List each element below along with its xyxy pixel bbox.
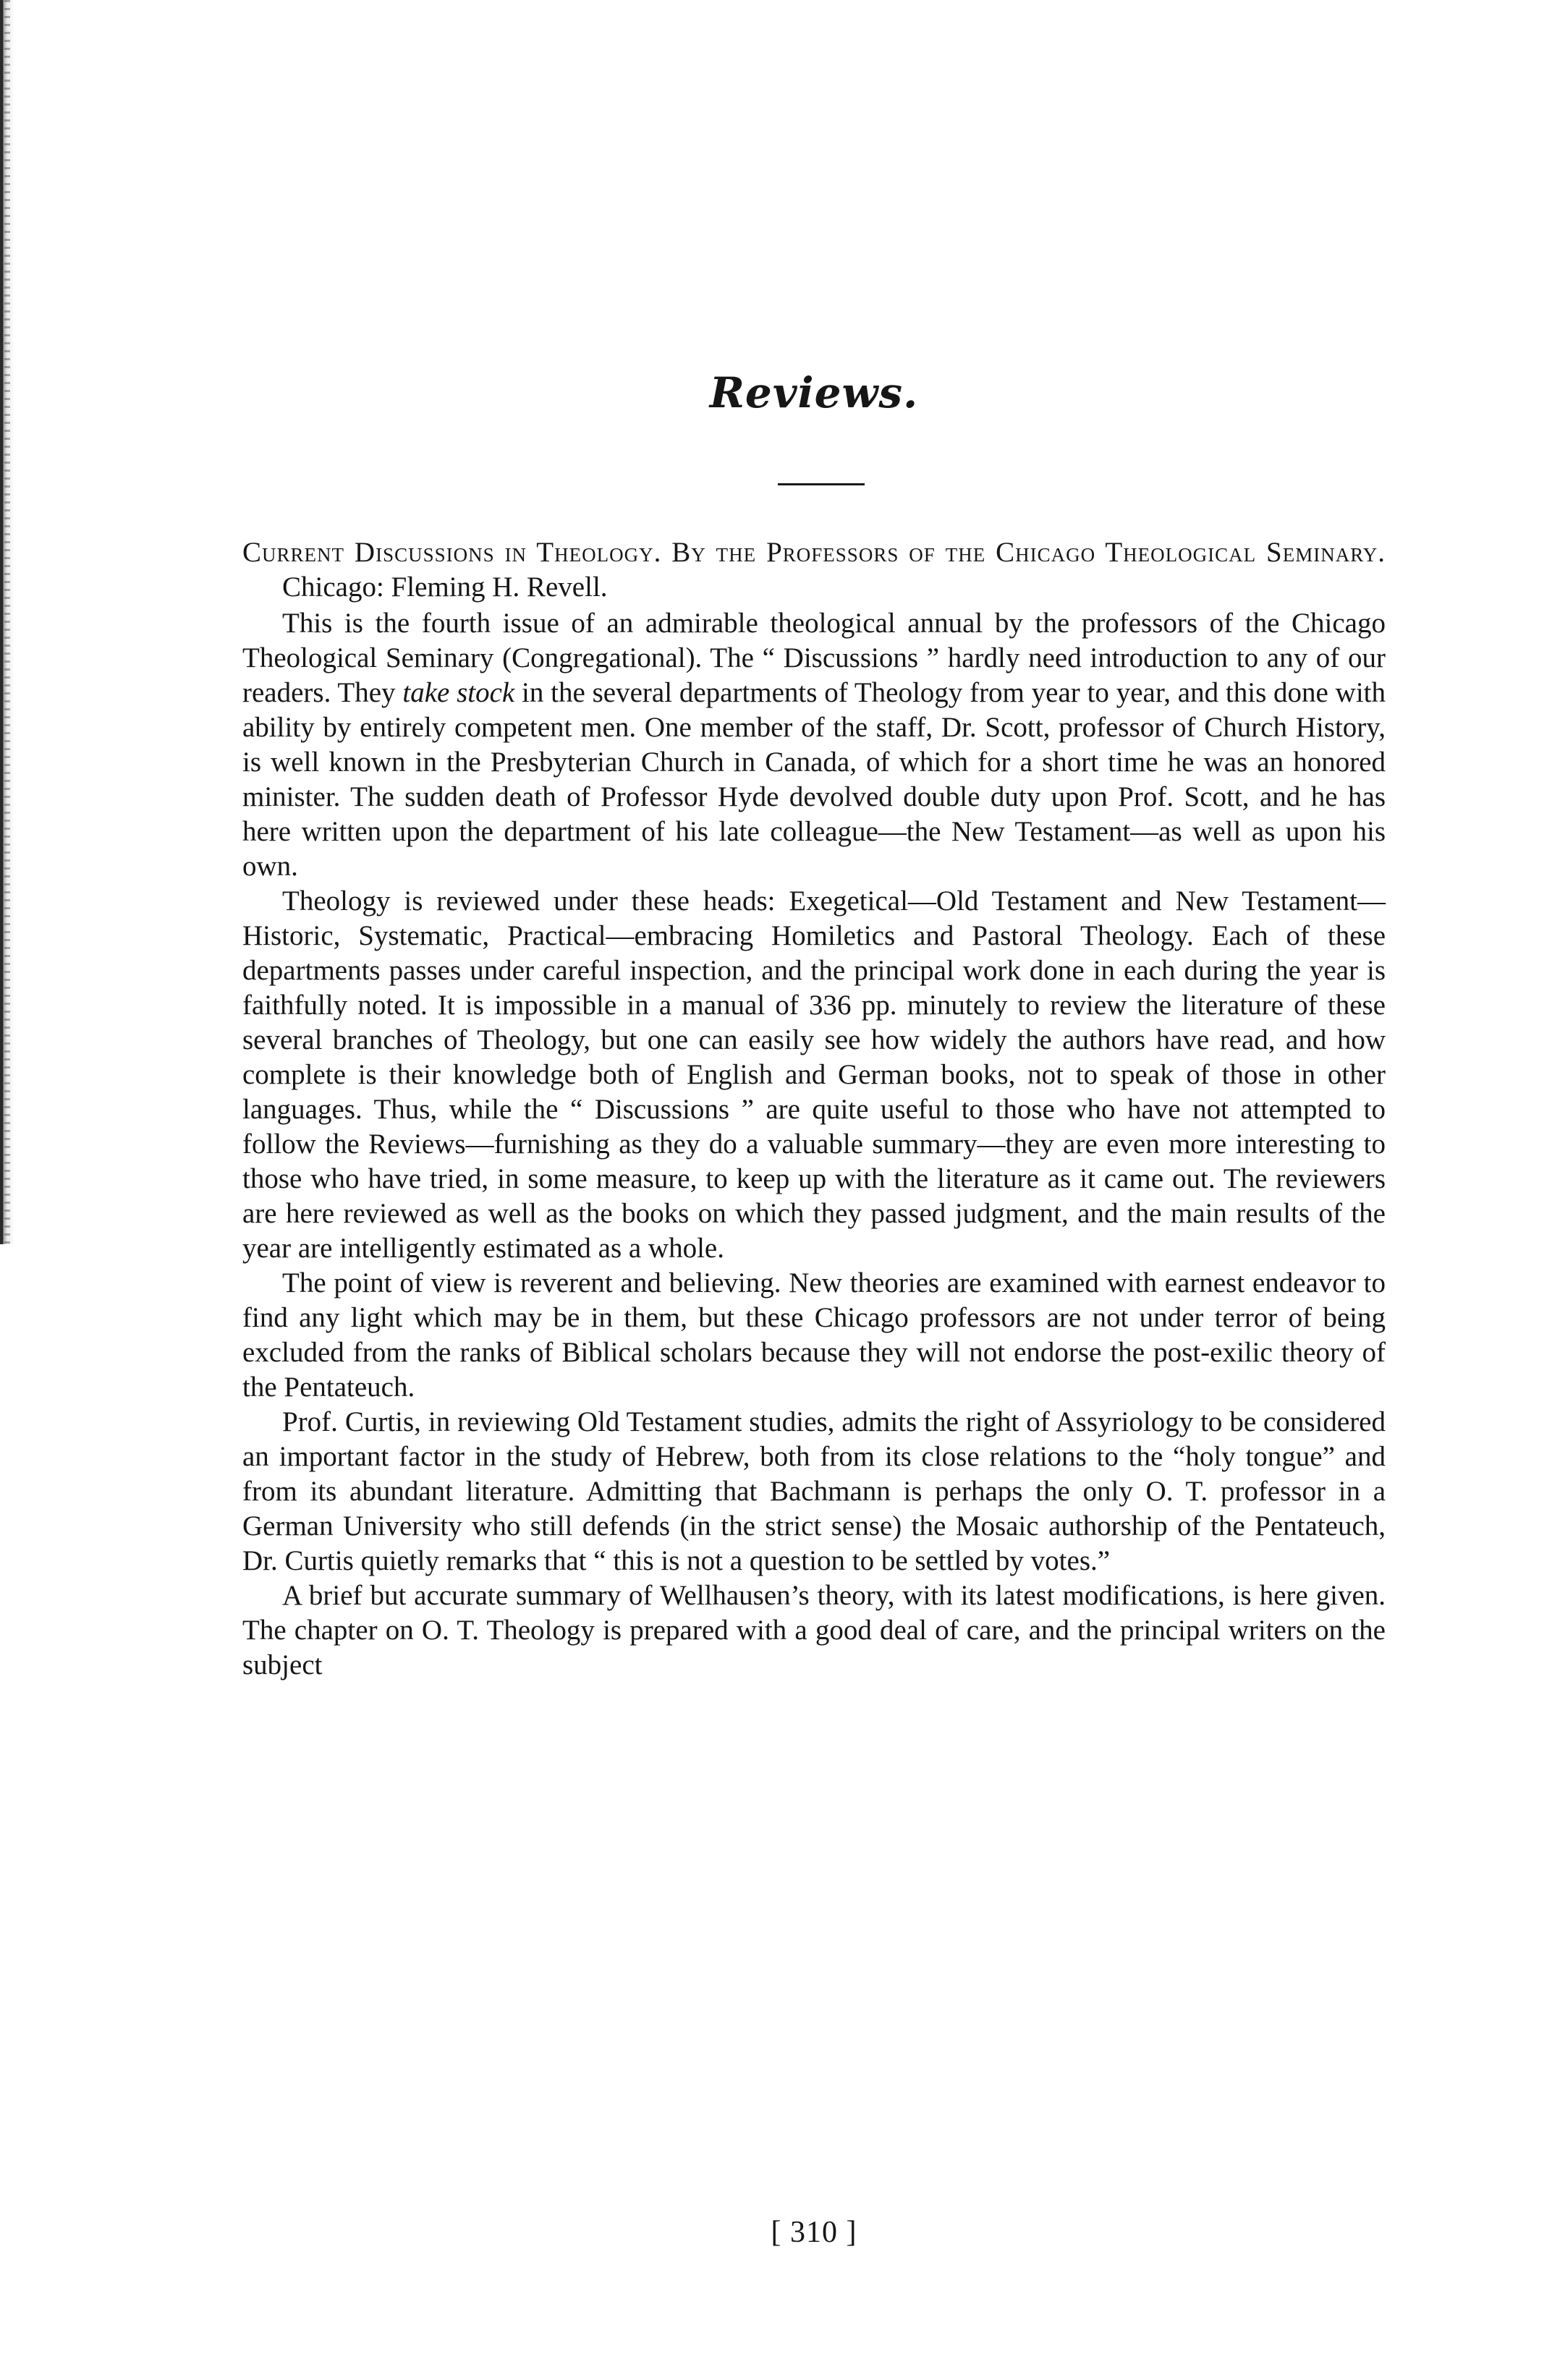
- section-title: Reviews.: [709, 368, 919, 417]
- paragraph-1-after: in the several departments of Theology from year to year, and this done with ability by entirely competent men. One member of the staff, Dr. Scott, professor of Church History, is well known in the Presbyterian Church in Canada, of which for a short time he was an honored minister. The sudden death of Professor Hyde devolved double duty upon Prof. Scott, and he has here written upon the department of his late colleague—the New Testament—as well as upon his own.: [242, 677, 1386, 882]
- review-heading-title: Current Discussions in Theology. By the Professors of the Chicago Theological Seminary.: [242, 537, 1386, 568]
- paragraph-1: [242, 606, 1386, 884]
- paragraph-1-before: This is the fourth issue of an admirable theological annual by the professors of the Chicago Theological Seminary (Congregational). The “ Discussions ” hardly need introduction to any of our readers. They: [242, 608, 1386, 708]
- page-number: [ 310 ]: [771, 2216, 857, 2249]
- review-body: [242, 535, 1386, 1683]
- paragraph-1-emphasis: take stock: [402, 677, 515, 708]
- review-heading: [242, 535, 1386, 605]
- paragraph-5: A brief but accurate summary of Wellhausen’s theory, with its latest modifications, is here given. The chapter on O. T. Theology is prepared with a good deal of care, and the principal writers on the subject: [242, 1580, 1386, 1680]
- paragraph-2: Theology is reviewed under these heads: Exegetical—Old Testament and New Testament—Historic, Systematic, Practical—embracing Homiletics and Pastoral Theology. Each of these departments passes under careful inspection, and the principal work done in each during the year is faithfully noted. It is impossible in a manual of 336 pp. minutely to review the literature of these several branches of Theology, but one can easily see how widely the authors have read, and how complete is their knowledge both of English and German books, not to speak of those in other languages. Thus, while the “ Discussions ” are quite useful to those who have not attempted to follow the Reviews—furnishing as they do a valuable summary—they are even more interesting to those who have tried, in some measure, to keep up with the literature as it came out. The reviewers are here reviewed as well as the books on which they passed judgment, and the main results of the year are intelligently estimated as a whole.: [242, 885, 1386, 1264]
- title-rule: [778, 483, 865, 485]
- review-heading-publisher: Chicago: Fleming H. Revell.: [282, 571, 608, 603]
- paragraph-3: The point of view is reverent and believing. New theories are examined with earnest endeavor to find any light which may be in them, but these Chicago professors are not under terror of being excluded from the ranks of Biblical scholars because they will not endorse the post-exilic theory of the Pentateuch.: [242, 1267, 1386, 1403]
- scan-binding-edge: [0, 0, 25, 1244]
- document-page: [242, 0, 1386, 2380]
- paragraph-4: Prof. Curtis, in reviewing Old Testament studies, admits the right of Assyriology to be considered an important factor in the study of Hebrew, both from its close relations to the “holy tongue” and from its abundant literature. Admitting that Bachmann is perhaps the only O. T. professor in a German University who still defends (in the strict sense) the Mosaic authorship of the Pentateuch, Dr. Curtis quietly remarks that “ this is not a question to be settled by votes.”: [242, 1406, 1386, 1576]
